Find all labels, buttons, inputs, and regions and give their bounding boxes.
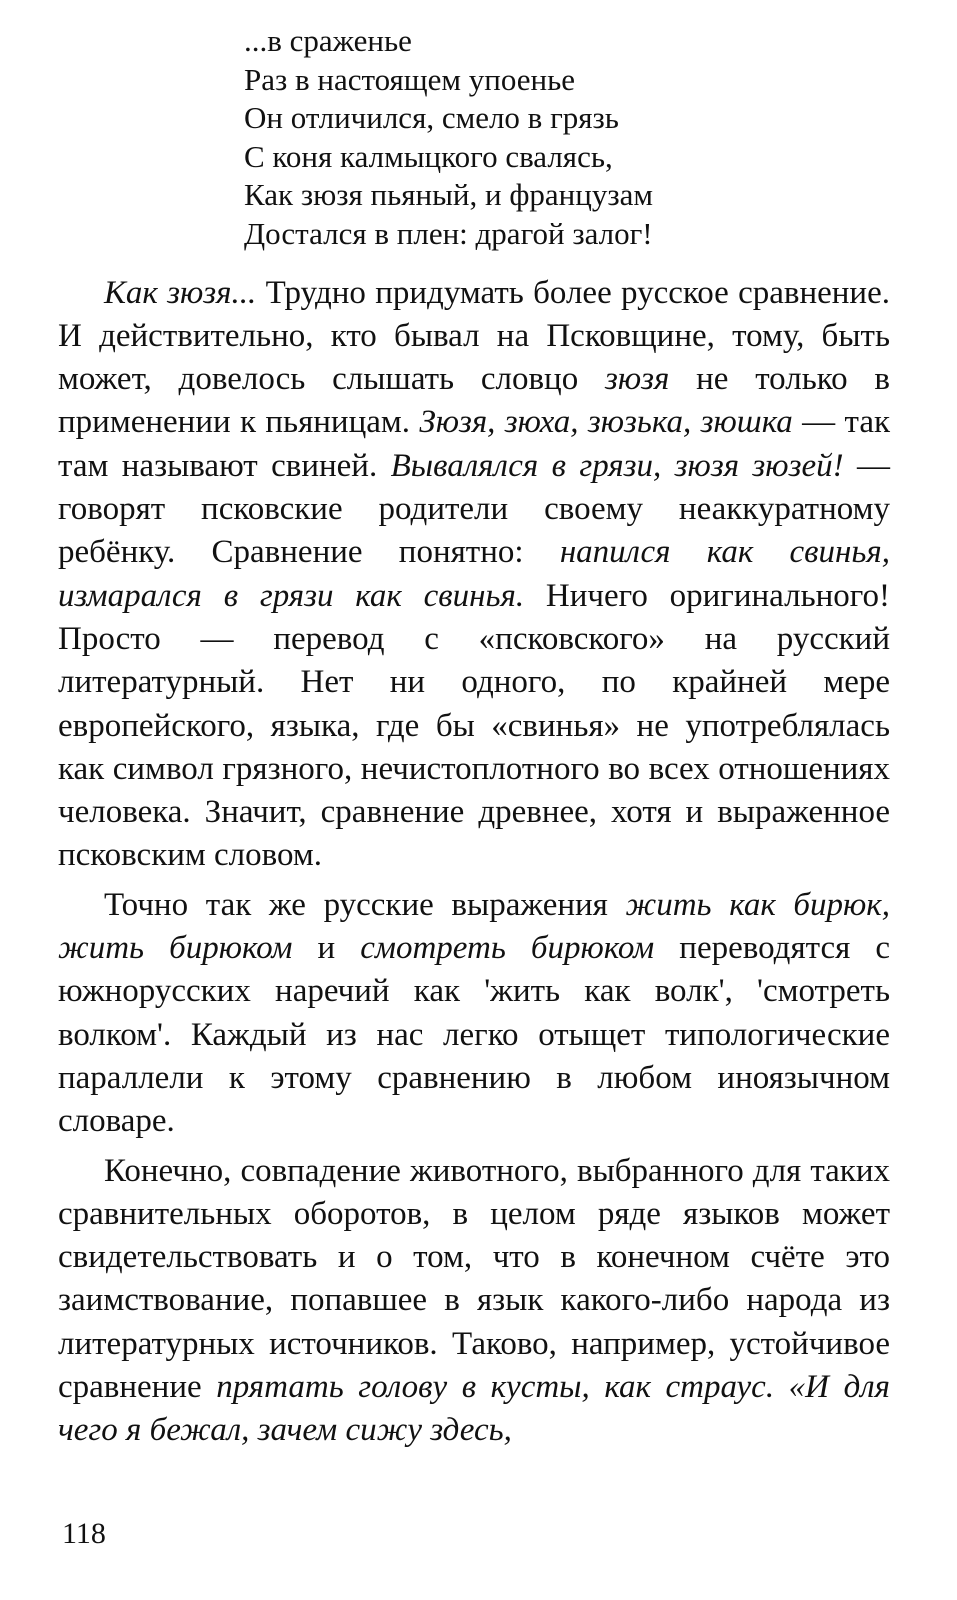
poem-line: Раз в настоящем упоенье xyxy=(244,61,576,97)
text-run: — говорят псковские родители своему неаккуратному ребёнку. Сравнение понятно: xyxy=(58,447,890,571)
poem-line: Он отличился, смело в грязь xyxy=(244,100,619,136)
text-italic: Вывалялся в грязи, зюзя зюзей! xyxy=(390,447,844,484)
page-number: 118 xyxy=(62,1517,106,1550)
text-run: и xyxy=(292,930,361,967)
text-run: Трудно придумать более русское сравнение. И действительно, кто бывал на Псковщине, тому, быть может, довелось слышать словцо xyxy=(58,274,890,398)
poem-line: С коня калмыцкого свалясь, xyxy=(244,138,613,174)
paragraph-zyuzya xyxy=(58,272,890,878)
book-page xyxy=(58,22,890,1459)
poem-line: Как зюзя пьяный, и французам xyxy=(244,177,653,213)
text-run: Точно так же русские выражения xyxy=(104,886,626,923)
text-run: не только в применении к пьяницам. xyxy=(58,361,890,441)
text-italic: Как зюзя... xyxy=(104,274,257,311)
text-italic: зюзя xyxy=(604,361,670,398)
text-run: — так там называют свиней. xyxy=(58,404,890,484)
paragraph-ostrich xyxy=(58,1150,890,1453)
text-italic: напился как свинья, измарался в грязи как свинья. xyxy=(58,534,890,614)
text-italic: жить как бирюк, жить бирюком xyxy=(58,886,890,967)
text-italic: смотреть бирюком xyxy=(360,930,655,967)
poem-quote xyxy=(244,22,890,254)
text-run: Ничего оригинального! Просто — перевод с «псковского» на русский литературный. Нет ни одного, по крайней мере европейского, языка, где бы «свинья» не употреблялась как символ грязного, нечистоплотного во всех отношениях человека. Значит, сравнение древнее, хотя и выраженное псковским словом. xyxy=(58,577,890,874)
text-run: Конечно, совпадение животного, выбранного для таких сравнительных оборотов, в целом ряде языков может свидетельствовать и о том, что в конечном счёте это заимствование, попавшее в язык какого-либо народа из литературных источников. Таково, например, устойчивое сравнение xyxy=(58,1152,890,1405)
poem-line: Достался в плен: драгой залог! xyxy=(244,215,653,251)
poem-line: ...в сраженье xyxy=(244,23,412,58)
text-run: переводятся с южнорусских наречий как 'жить как волк', 'смотреть волком'. Каждый из нас легко отыщет типологические параллели к этому сравнению в любом иноязычном словаре. xyxy=(58,930,890,1140)
paragraph-biryuk xyxy=(58,884,890,1144)
text-italic: прятать голову в кусты, как страус. «И для чего я бежал, зачем сижу здесь, xyxy=(58,1368,890,1449)
text-italic: Зюзя, зюха, зюзька, зюшка xyxy=(419,404,793,441)
